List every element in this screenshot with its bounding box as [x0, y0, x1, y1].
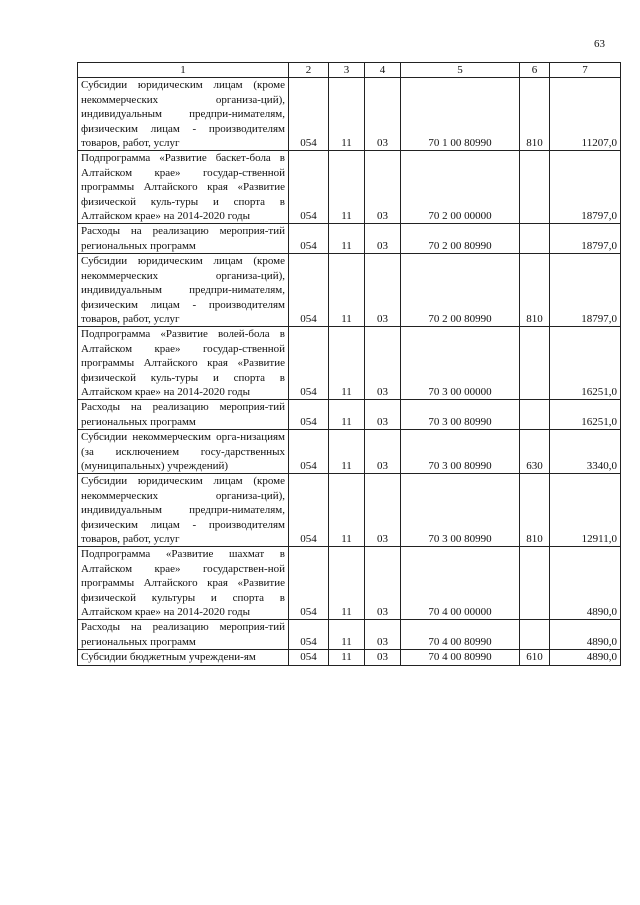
row-amount: 18797,0 — [550, 151, 621, 224]
row-amount: 3340,0 — [550, 430, 621, 474]
row-subsection-code: 03 — [365, 547, 401, 620]
row-target-article: 70 3 00 00000 — [401, 327, 520, 400]
table-row — [78, 78, 621, 151]
row-expense-type — [520, 400, 550, 430]
row-target-article: 70 4 00 00000 — [401, 547, 520, 620]
row-target-article: 70 4 00 80990 — [401, 650, 520, 665]
row-description: Подпрограмма «Развитие баскет-бола в Алтайском крае» государ-ственной программы Алтайского края «Развитие физической куль-туры и спорта в Алтайском крае» на 2014-2020 годы — [78, 151, 289, 224]
row-subsection-code: 03 — [365, 224, 401, 254]
table-row — [78, 620, 621, 650]
header-col-7: 7 — [550, 63, 621, 78]
row-ministry-code: 054 — [289, 430, 329, 474]
row-amount: 4890,0 — [550, 650, 621, 665]
row-target-article: 70 3 00 80990 — [401, 400, 520, 430]
table-row — [78, 474, 621, 547]
row-amount: 16251,0 — [550, 400, 621, 430]
row-expense-type — [520, 547, 550, 620]
row-subsection-code: 03 — [365, 474, 401, 547]
row-amount: 18797,0 — [550, 224, 621, 254]
row-ministry-code: 054 — [289, 327, 329, 400]
row-target-article: 70 1 00 80990 — [401, 78, 520, 151]
budget-table — [77, 62, 621, 666]
row-description: Подпрограмма «Развитие волей-бола в Алтайском крае» государ-ственной программы Алтайского края «Развитие физической куль-туры и спорта в Алтайском крае» на 2014-2020 годы — [78, 327, 289, 400]
row-target-article: 70 4 00 80990 — [401, 620, 520, 650]
table-row — [78, 400, 621, 430]
row-amount: 18797,0 — [550, 254, 621, 327]
row-subsection-code: 03 — [365, 254, 401, 327]
row-section-code: 11 — [329, 78, 365, 151]
table-row — [78, 547, 621, 620]
row-expense-type — [520, 327, 550, 400]
row-ministry-code: 054 — [289, 254, 329, 327]
row-description: Субсидии бюджетным учреждени-ям — [78, 650, 289, 665]
row-ministry-code: 054 — [289, 78, 329, 151]
row-ministry-code: 054 — [289, 474, 329, 547]
row-subsection-code: 03 — [365, 151, 401, 224]
row-section-code: 11 — [329, 547, 365, 620]
row-description: Расходы на реализацию мероприя-тий региональных программ — [78, 400, 289, 430]
row-target-article: 70 3 00 80990 — [401, 430, 520, 474]
table-row — [78, 224, 621, 254]
row-subsection-code: 03 — [365, 327, 401, 400]
row-section-code: 11 — [329, 151, 365, 224]
row-amount: 16251,0 — [550, 327, 621, 400]
row-expense-type: 630 — [520, 430, 550, 474]
row-description: Расходы на реализацию мероприя-тий региональных программ — [78, 224, 289, 254]
row-description: Расходы на реализацию мероприя-тий региональных программ — [78, 620, 289, 650]
row-description: Субсидии юридическим лицам (кроме некоммерческих организа-ций), индивидуальным предпри-нимателям, физическим лицам - производителям товаров, работ, услуг — [78, 474, 289, 547]
row-section-code: 11 — [329, 400, 365, 430]
row-section-code: 11 — [329, 430, 365, 474]
row-section-code: 11 — [329, 474, 365, 547]
row-expense-type — [520, 224, 550, 254]
header-col-6: 6 — [520, 63, 550, 78]
header-col-5: 5 — [401, 63, 520, 78]
row-section-code: 11 — [329, 650, 365, 665]
row-amount: 4890,0 — [550, 547, 621, 620]
header-col-2: 2 — [289, 63, 329, 78]
header-col-3: 3 — [329, 63, 365, 78]
row-ministry-code: 054 — [289, 620, 329, 650]
row-target-article: 70 3 00 80990 — [401, 474, 520, 547]
header-col-1: 1 — [78, 63, 289, 78]
row-ministry-code: 054 — [289, 547, 329, 620]
header-row — [78, 63, 621, 78]
page-number: 63 — [594, 38, 605, 50]
table-row — [78, 254, 621, 327]
row-target-article: 70 2 00 80990 — [401, 254, 520, 327]
row-description: Подпрограмма «Развитие шахмат в Алтайском крае» государствен-ной программы Алтайского края «Развитие физической культуры и спорта в Алтайском крае» на 2014-2020 годы — [78, 547, 289, 620]
row-section-code: 11 — [329, 254, 365, 327]
row-subsection-code: 03 — [365, 650, 401, 665]
row-subsection-code: 03 — [365, 78, 401, 151]
row-ministry-code: 054 — [289, 151, 329, 224]
row-ministry-code: 054 — [289, 224, 329, 254]
row-ministry-code: 054 — [289, 400, 329, 430]
row-amount: 4890,0 — [550, 620, 621, 650]
header-col-4: 4 — [365, 63, 401, 78]
row-amount: 12911,0 — [550, 474, 621, 547]
row-expense-type: 610 — [520, 650, 550, 665]
row-expense-type: 810 — [520, 474, 550, 547]
row-section-code: 11 — [329, 327, 365, 400]
row-expense-type: 810 — [520, 254, 550, 327]
row-description: Субсидии юридическим лицам (кроме некоммерческих организа-ций), индивидуальным предпри-нимателям, физическим лицам - производителям товаров, работ, услуг — [78, 254, 289, 327]
table-row — [78, 327, 621, 400]
row-description: Субсидии некоммерческим орга-низациям (за исключением госу-дарственных (муниципальных) учреждений) — [78, 430, 289, 474]
row-section-code: 11 — [329, 620, 365, 650]
table-row — [78, 650, 621, 665]
row-expense-type: 810 — [520, 78, 550, 151]
row-amount: 11207,0 — [550, 78, 621, 151]
row-subsection-code: 03 — [365, 620, 401, 650]
row-expense-type — [520, 620, 550, 650]
row-target-article: 70 2 00 80990 — [401, 224, 520, 254]
row-description: Субсидии юридическим лицам (кроме некоммерческих организа-ций), индивидуальным предпри-нимателям, физическим лицам - производителям товаров, работ, услуг — [78, 78, 289, 151]
table-row — [78, 151, 621, 224]
row-expense-type — [520, 151, 550, 224]
row-section-code: 11 — [329, 224, 365, 254]
row-ministry-code: 054 — [289, 650, 329, 665]
row-target-article: 70 2 00 00000 — [401, 151, 520, 224]
row-subsection-code: 03 — [365, 430, 401, 474]
row-subsection-code: 03 — [365, 400, 401, 430]
table-row — [78, 430, 621, 474]
